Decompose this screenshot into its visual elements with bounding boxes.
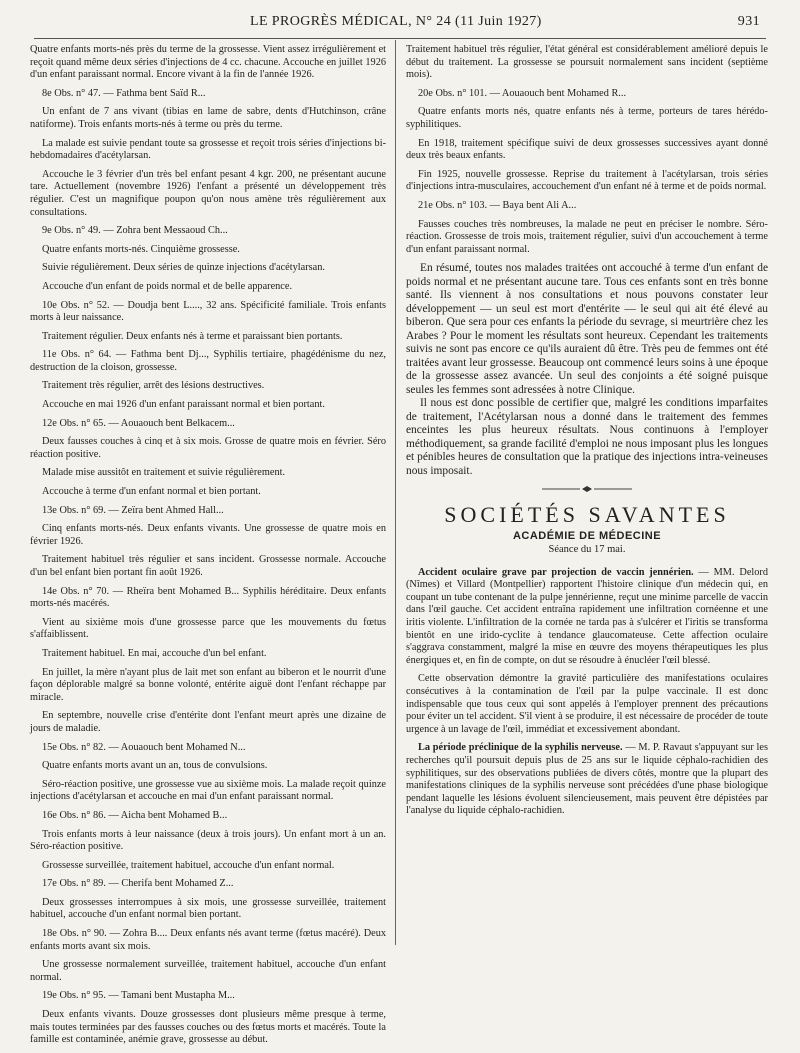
observation-heading: 11e Obs. n° 64. — Fathma bent Dj..., Syphilis tertiaire, phagédénisme du nez, destruction de la cloison, grossesse. <box>30 349 386 373</box>
observation-heading: 10e Obs. n° 52. — Doudja bent L...., 32 ans. Spécificité familiale. Trois enfants morts à leur naissance. <box>30 299 386 324</box>
paragraph: Grossesse surveillée, traitement habituel, accouche d'un enfant normal. <box>42 859 335 871</box>
observation-heading: 17e Obs. n° 89. — Cherifa bent Mohamed Z... <box>42 878 234 890</box>
observation-heading: 8e Obs. n° 47. — Fathma bent Saïd R... <box>42 87 206 99</box>
paragraph: Quatre enfants morts avant un an, tous de convulsions. <box>42 760 268 772</box>
observation-heading: 18e Obs. n° 90. — Zohra B.... Deux enfants nés avant terme (fœtus macéré). Deux enfants morts avant six mois. <box>30 928 386 952</box>
paragraph: Traitement très régulier, arrêt des lésions destructives. <box>42 380 265 392</box>
summary-paragraph: En résumé, toutes nos malades traitées ont accouché à terme d'un enfant de poids normal et ne présentant aucune tare. Tous ces enfants sont en très bonne santé. Ils viennent à nos consultations et nous pouvons constater leur développement — un seul est mort d'entérite — le seul qui ait été élevé au biberon. Que sera pour ces enfants la période du sevrage, si meurtrière chez les Arabes ? Pour le moment les résultats sont heureux. Cependant les traitements suivis ne sont pas encore ce qu'ils auraient dû être. Très peu de femmes ont été traitées avant leur grossesse. Beaucoup ont commencé leurs soins à une époque de la grossesse assez avancée. Un seul des conjoints a été soigné puisque seules les femmes sont adressées à notre Clinique. <box>406 262 768 396</box>
running-header <box>0 14 800 34</box>
paragraph: Deux fausses couches à cinq et à six mois. Grosse de quatre mois en février. Séro réaction positive. <box>30 436 386 460</box>
observation-heading: 19e Obs. n° 95. — Tamani bent Mustapha M... <box>42 990 235 1002</box>
paragraph: La malade est suivie pendant toute sa grossesse et reçoit trois séries d'injections bi-hebdomadaires d'acétylarsan. <box>30 137 386 162</box>
observation-heading: 14e Obs. n° 70. — Rheïra bent Mohamed B... Syphilis héréditaire. Deux enfants morts-nés macérés. <box>30 585 386 610</box>
article-text: — MM. Delord (Nîmes) et Villard (Montpellier) rapportent l'histoire clinique d'un médecin qui, en coupant un tube contenant de la pulpe jennérienne, reçut une minime parcelle de vaccin dans l'œil gauche. Cet accident entraîna rapidement une infiltration cornéenne et une iritis violente. L'infiltration de la cornée ne tarda pas à s'ulcérer et l'iritis se transforma bientôt en une irido-cyclite à tendance glaucomateuse. Cette affection oculaire s'aggrava constamment, malgré la mise en œuvre des moyens thérapeutiques les plus énergiques et, en fin de compte, on dut se résoudre à énucléer l'œil blessé. <box>406 566 768 666</box>
observation-heading: 9e Obs. n° 49. — Zohra bent Messaoud Ch... <box>42 225 228 237</box>
column-divider <box>395 40 396 945</box>
paragraph: Deux grossesses interrompues à six mois, une grossesse surveillée, traitement habituel, accouche d'un enfant normal bien portant. <box>30 896 386 921</box>
paragraph: En juillet, la mère n'ayant plus de lait met son enfant au biberon et le nourrit d'une façon déplorable malgré sa bonne volonté, entérite aiguë dont l'enfant réchappe par miracle. <box>30 666 386 703</box>
observation-heading: 13e Obs. n° 69. — Zeïra bent Ahmed Hall... <box>42 504 224 516</box>
paragraph: Traitement régulier. Deux enfants nés à terme et paraissant bien portants. <box>42 330 343 342</box>
paragraph: Accouche à terme d'un enfant normal et bien portant. <box>42 486 261 498</box>
paragraph: Vient au sixième mois d'une grossesse parce que les mouvements du fœtus s'affaiblissent. <box>30 616 386 641</box>
paragraph: Une grossesse normalement surveillée, traitement habituel, accouche d'un enfant normal. <box>30 959 386 983</box>
observation-heading: 21e Obs. n° 103. — Baya bent Ali A... <box>418 199 577 211</box>
paragraph: Séro-réaction positive, une grossesse vue au sixième mois. La malade reçoit quinze injections d'acétylarsan et accouche en mai d'un enfant paraissant normal. <box>30 778 386 803</box>
observation-heading: 16e Obs. n° 86. — Aicha bent Mohamed B... <box>42 809 228 821</box>
article-title: La période préclinique de la syphilis nerveuse. <box>418 742 623 754</box>
paragraph: Cette observation démontre la gravité particulière des manifestations oculaires consécutives à la contamination de l'œil par la pulpe vaccinale. Il est donc indispensable que tous ceux qui sont appelés à l'employer prennent des précautions pour éviter un tel accident. S'il vient à se produire, il est nécessaire de procéder de toute urgence à un lavage de l'œil, immédiat et excessivement abondant. <box>406 673 768 735</box>
paragraph: Trois enfants morts à leur naissance (deux à trois jours). Un enfant mort à un an. Séro-réaction positive. <box>30 828 386 853</box>
paragraph: Un enfant de 7 ans vivant (tibias en lame de sabre, dents d'Hutchinson, crâne natiforme). Trois enfants morts-nés à terme ou près du terme. <box>30 106 386 130</box>
paragraph: Malade mise aussitôt en traitement et suivie régulièrement. <box>42 467 286 479</box>
paragraph: Fin 1925, nouvelle grossesse. Reprise du traitement à l'acétylarsan, trois séries d'injections intra-musculaires, accouchement d'un enfant né à terme et de poids normal. <box>406 168 768 193</box>
paragraph: Cinq enfants morts-nés. Deux enfants vivants. Une grossesse de quatre mois en février 1926. <box>30 523 386 547</box>
paragraph: Accouche d'un enfant de poids normal et de belle apparence. <box>42 280 293 292</box>
paragraph: Quatre enfants morts-nés près du terme de la grossesse. Vient assez irrégulièrement et reçoit quand même deux séries d'injections de 4 cc. chacune. Accouche en juillet 1926 d'un enfant paraissant normal. Encore vivant à la fin de l'année 1926. <box>30 44 386 81</box>
academy-title: ACADÉMIE DE MÉDECINE <box>512 529 662 542</box>
article-title: Accident oculaire grave par projection de vaccin jennérien. <box>418 566 694 578</box>
session-date: Séance du 17 mai. <box>548 544 626 556</box>
paragraph: Traitement habituel. En mai, accouche d'un bel enfant. <box>42 647 267 659</box>
article-text: — M. P. Ravaut s'appuyant sur les recherches qu'il poursuit depuis plus de 25 ans sur le liquide céphalo-rachidien des syphilitiques, sur des observations publiées de divers côtés, montre que la plupart des manifestations cliniques de la syphilis nerveuse sont précédées d'une phase biologique pendant laquelle les lésions évoluent silencieusement, mais peuvent être dépistées par l'analyse du liquide céphalo-rachidien. <box>406 742 768 817</box>
paragraph: Traitement habituel très régulier, l'état général est considérablement amélioré depuis le début du traitement. La grossesse se poursuit normalement sans incident (septième mois). <box>406 44 768 81</box>
header-rule <box>34 38 766 39</box>
paragraph: Accouche en mai 1926 d'un enfant paraissant normal et bien portant. <box>42 399 325 411</box>
observation-heading: 15e Obs. n° 82. — Aouaouch bent Mohamed N... <box>42 741 246 753</box>
observation-heading: 12e Obs. n° 65. — Aouaouch bent Belkacem... <box>42 417 235 429</box>
summary-block <box>406 262 768 478</box>
observation-heading: 20e Obs. n° 101. — Aouaouch bent Mohamed R... <box>418 87 627 99</box>
summary-paragraph: Il nous est donc possible de certifier que, malgré les conditions imparfaites de traitement, l'Acétylarsan nous a donné dans le traitement des femmes enceintes les plus heureux résultats. Nous continuons à l'employer méthodiquement, sa grande facilité d'emploi ne nous imposant plus les longues et pénibles heures de consultation que la pratique des injections intra-veineuses nous imposait. <box>406 397 768 477</box>
paragraph: Suivie régulièrement. Deux séries de quinze injections d'acétylarsan. <box>42 262 325 274</box>
paragraph: Accouche le 3 février d'un très bel enfant pesant 4 kgr. 200, ne présentant aucune tare. Actuellement (novembre 1926) l'enfant a présenté un développement très régulier. C'est un magnifique poupon qu'on nous amène très régulièrement aux consultations. <box>30 168 386 218</box>
article-paragraph <box>406 742 768 818</box>
paragraph: Traitement habituel très régulier et sans incident. Grossesse normale. Accouche d'un bel enfant bien portant fin août 1926. <box>30 554 386 578</box>
paragraph: Fausses couches très nombreuses, la malade ne peut en préciser le nombre. Séro-réaction. Grossesse de trois mois, traitement régulier, suivi d'un accouchement à terme d'un enfant paraissant normal. <box>406 218 768 255</box>
paragraph: Deux enfants vivants. Douze grossesses dont plusieurs même presque à terme, mais toutes terminées par des fausses couches ou des fœtus morts et macérés. Toute la famille est contaminée, anémie grave, grossesse au début. <box>30 1009 386 1046</box>
page-number: 931 <box>737 14 760 29</box>
paragraph: En septembre, nouvelle crise d'entérite dont l'enfant meurt après une dizaine de jours de maladie. <box>30 710 386 734</box>
right-column <box>406 44 768 824</box>
paragraph: Quatre enfants morts-nés. Cinquième grossesse. <box>42 243 240 255</box>
ornament-divider <box>406 484 768 497</box>
paragraph: En 1918, traitement spécifique suivi de deux grossesses successives ayant donné deux très beaux enfants. <box>406 137 768 162</box>
left-column <box>30 44 386 1053</box>
ornament-icon <box>542 485 632 493</box>
section-title: SOCIÉTÉS SAVANTES <box>444 501 730 527</box>
article-paragraph <box>406 567 768 668</box>
paragraph: Quatre enfants morts nés, quatre enfants nés à terme, porteurs de tares hérédo-syphilitiques. <box>406 106 768 130</box>
journal-title: LE PROGRÈS MÉDICAL, N° 24 (11 Juin 1927) <box>250 14 542 29</box>
